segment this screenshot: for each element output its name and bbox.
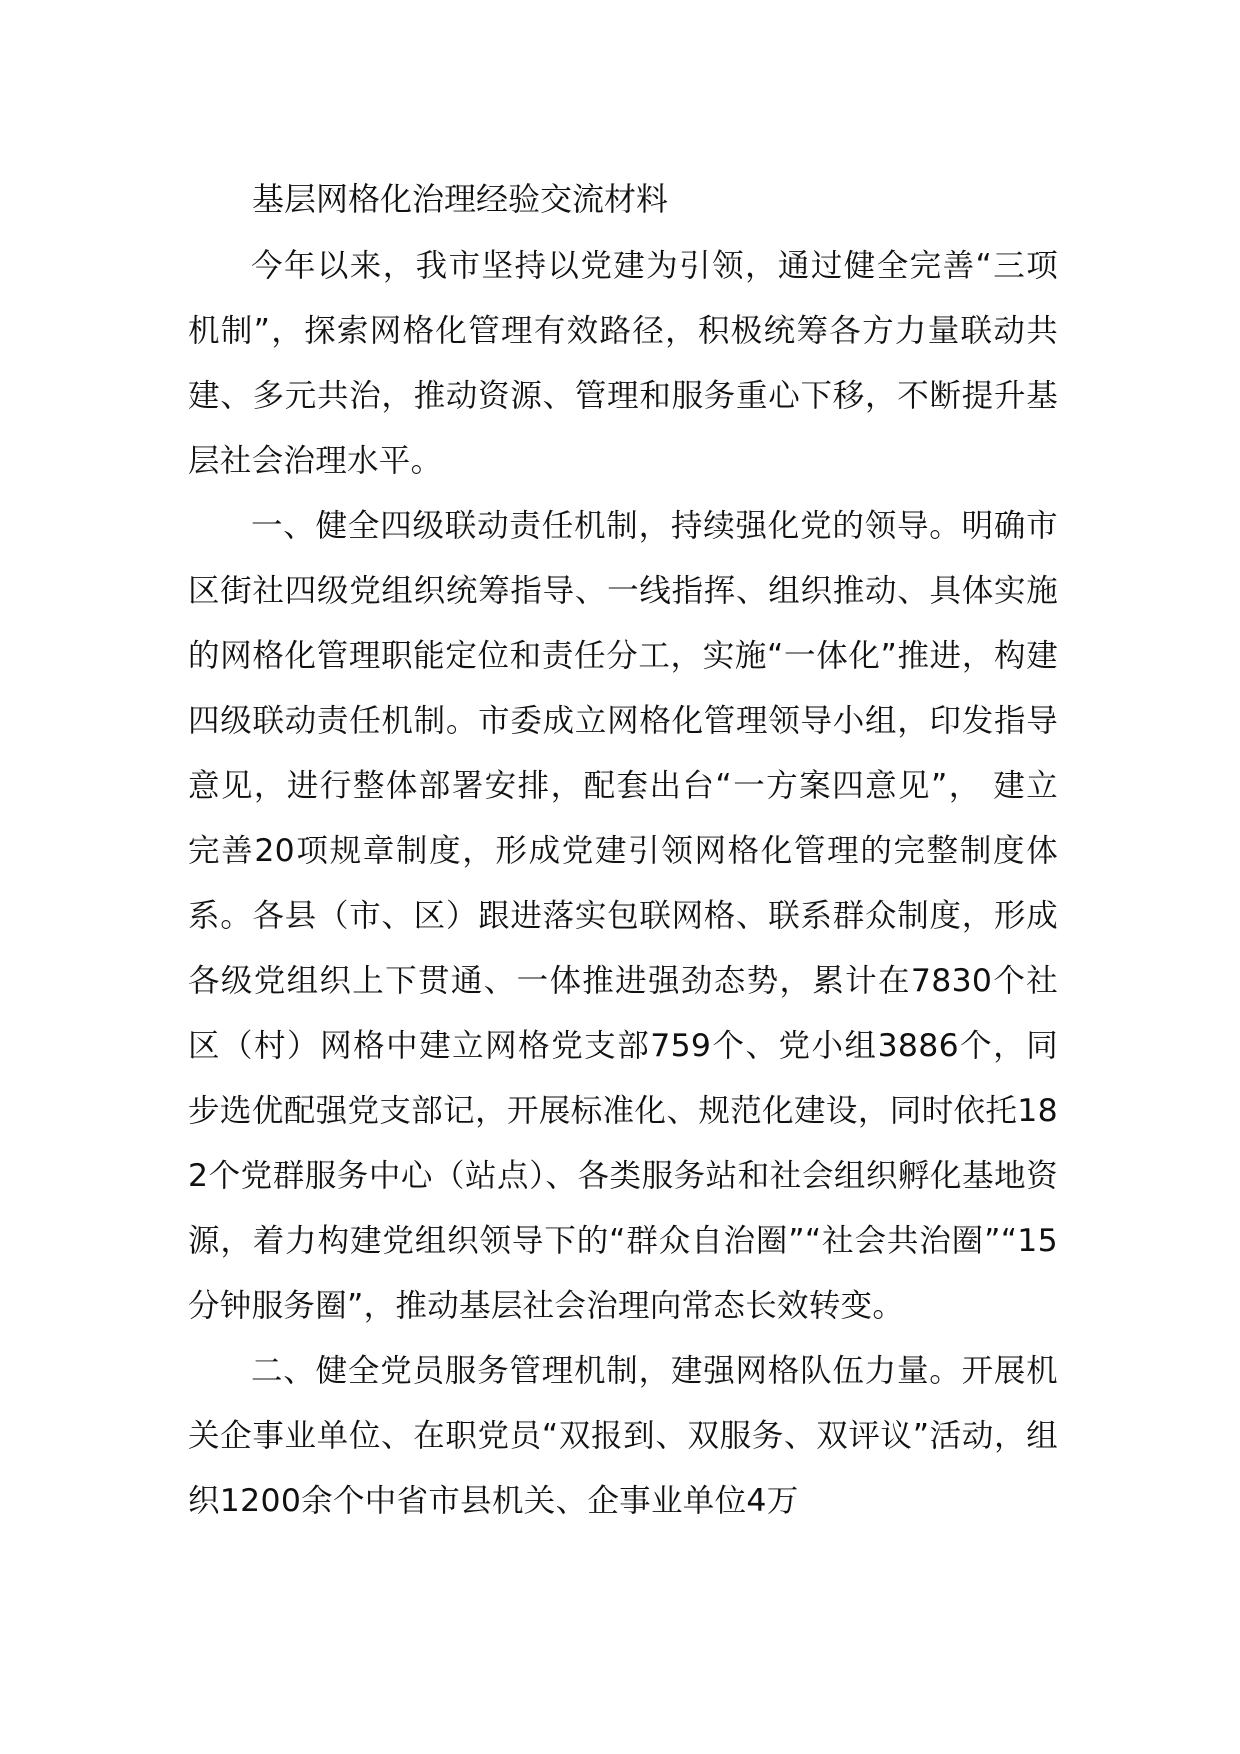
paragraph-intro: 今年以来，我市坚持以党建为引领，通过健全完善“三项机制”，探索网格化管理有效路径，积极统筹各方力量联动共建、多元共治，推动资源、管理和服务重心下移，不断提升基层社会治理水平。 — [188, 248, 1058, 479]
paragraph-section-1: 一、健全四级联动责任机制，持续强化党的领导。明确市区街社四级党组织统筹指导、一线指挥、组织推动、具体实施的网格化管理职能定位和责任分工，实施“一体化”推进，构建四级联动责任机制。市委成立网格化管理领导小组，印发指导意见，进行整体部署安排，配套出台“一方案四意见”， 建立完善20项规章制度，形成党建引领网格化管理的完整制度体系。各县（市、区）跟进落实包联网格、联系群众制度，形成各级党组织上下贯通、一体推进强劲态势，累计在7830个社区（村）网格中建立网格党支部759个、党小组3886个，同步选优配强党支部记，开展标准化、规范化建设，同时依托182个党群服务中心（站点）、各类服务站和社会组织孵化基地资源，着力构建党组织领导下的“群众自治圈”“社会共治圈”“15分钟服务圈”，推动基层社会治理向常态长效转变。 — [188, 508, 1058, 1324]
document-body — [188, 176, 1058, 1534]
document-title: 基层网格化治理经验交流材料 — [252, 180, 669, 218]
paragraph-section-2: 二、健全党员服务管理机制，建强网格队伍力量。开展机关企事业单位、在职党员“双报到、双服务、双评议”活动，组织1200余个中省市县机关、企事业单位4万 — [188, 1353, 1058, 1519]
